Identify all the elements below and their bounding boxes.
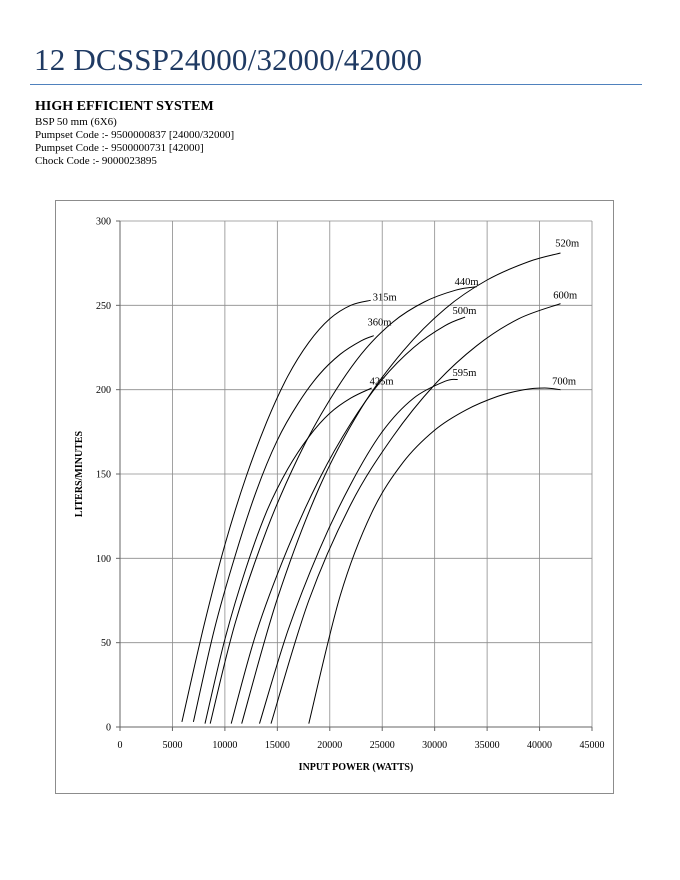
y-tick-label-6: 300	[96, 216, 111, 228]
y-axis-label: LITERS/MINUTES	[74, 430, 85, 518]
curve-label-600m: 600m	[553, 290, 578, 302]
series-line-360m	[193, 336, 373, 722]
curve-label-595m: 595m	[452, 368, 477, 380]
chart-frame	[55, 200, 614, 794]
x-tick-label-0: 0	[117, 740, 123, 751]
y-tick-label-0: 0	[106, 722, 111, 734]
x-tick-label-2: 10000	[212, 740, 238, 751]
y-tick-label-2: 100	[96, 553, 111, 565]
series-line-425m	[205, 388, 372, 724]
y-tick-label-1: 50	[101, 638, 111, 650]
curve-label-500m: 500m	[452, 305, 477, 317]
series-line-500m	[231, 317, 465, 723]
series-line-600m	[271, 304, 561, 724]
x-tick-label-3: 15000	[264, 740, 290, 751]
spec-block	[35, 99, 435, 168]
x-tick-label-4: 20000	[317, 740, 343, 751]
spec-chock-code: Chock Code :- 9000023895	[35, 155, 157, 167]
x-tick-label-5: 25000	[369, 740, 395, 751]
y-tick-label-4: 200	[96, 385, 111, 397]
y-tick-label-5: 250	[96, 300, 111, 312]
y-tick-label-3: 150	[96, 469, 111, 481]
x-tick-label-1: 5000	[162, 740, 183, 751]
performance-chart	[56, 201, 613, 793]
series-line-520m	[242, 253, 561, 724]
spec-heading: HIGH EFFICIENT SYSTEM	[35, 99, 214, 114]
x-tick-label-7: 35000	[474, 740, 500, 751]
curve-label-315m: 315m	[372, 292, 397, 304]
curve-label-520m: 520m	[555, 238, 580, 250]
series-line-315m	[182, 300, 371, 722]
x-tick-label-8: 40000	[527, 740, 553, 751]
spec-pumpset-code-2: Pumpset Code :- 9500000731 [42000]	[35, 142, 204, 154]
spec-pumpset-code-1: Pumpset Code :- 9500000837 [24000/32000]	[35, 129, 235, 141]
title-underline	[30, 84, 642, 85]
x-tick-label-6: 30000	[422, 740, 448, 751]
curve-label-440m: 440m	[454, 277, 479, 289]
curve-label-425m: 425m	[369, 376, 394, 388]
x-axis-label: INPUT POWER (WATTS)	[298, 762, 414, 773]
x-tick-label-9: 45000	[579, 740, 605, 751]
page-title: 12 DCSSP24000/32000/42000	[34, 42, 423, 77]
curve-label-700m: 700m	[552, 376, 577, 388]
spec-bsp: BSP 50 mm (6X6)	[35, 116, 117, 128]
series-line-595m	[260, 376, 458, 723]
curve-label-360m: 360m	[367, 317, 392, 329]
